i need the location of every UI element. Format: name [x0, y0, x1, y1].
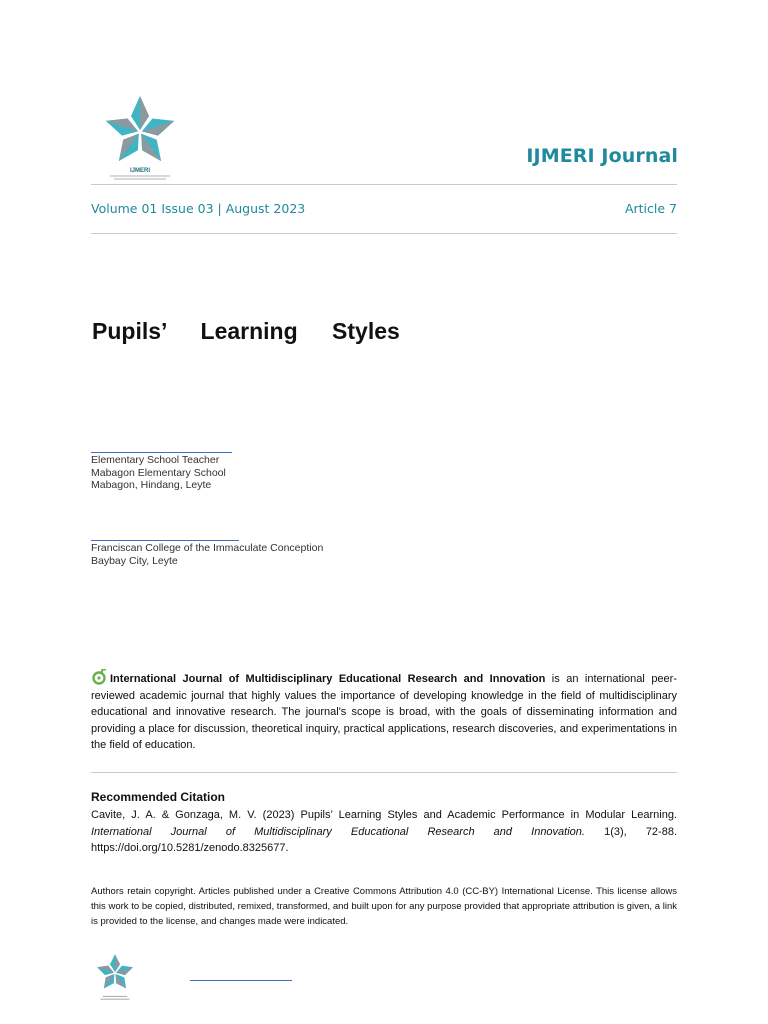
citation-divider: [91, 772, 677, 773]
license-statement: Authors retain copyright. Articles published under a Creative Commons Attribution 4.0 (CC-BY) International License. This license allows this work to be copied, distributed, remixed, transformed, and built upon for any purpose provided that appropriate attribution is given, a link is provided to the license, and changes made were indicated.: [91, 886, 677, 927]
journal-description: [91, 669, 677, 754]
citation-heading: Recommended Citation: [91, 790, 226, 804]
journal-description-text: is an international peer-reviewed academic journal that highly values the importance of developing knowledge in the field of multidisciplinary educational and innovative research. The journal's scope is broad, with the goals of disseminating information and providing a place for discussion, theoretical inquiry, practical applications, research discoveries, and experimentations in the field of education.: [91, 673, 677, 751]
citation-journal: International Journal of Multidisciplinary Educational Research and Innovation.: [91, 825, 585, 838]
citation-volume-doi[interactable]: 1(3), 72-88. https://doi.org/10.5281/zenodo.8325677.: [91, 825, 678, 854]
subheader-divider: [91, 233, 677, 234]
affiliation-line: Mabagon Elementary School: [91, 466, 226, 479]
affiliation-line: Mabagon, Hindang, Leyte: [91, 479, 212, 491]
author2-affiliation: [91, 542, 323, 567]
citation-authors: Cavite, J. A. & Gonzaga, M. V. (2023) Pupils’ Learning Styles and Academic Performance in Modular Learning.: [91, 809, 677, 821]
ijmeri-logo: [100, 92, 180, 182]
volume-issue: Volume 01 Issue 03 | August 2023: [91, 201, 306, 216]
open-access-icon: [91, 669, 107, 685]
citation-text: [91, 807, 677, 857]
affiliation-line: Franciscan College of the Immaculate Conception: [91, 542, 324, 554]
author2-link-line[interactable]: [91, 540, 239, 541]
logo-petal-1: [131, 96, 149, 130]
affiliation-line: Elementary School Teacher: [91, 454, 220, 466]
author1-affiliation: [91, 454, 226, 492]
article-number: Article 7: [624, 201, 677, 216]
article-title: Pupils’ Learning Styles: [92, 318, 400, 344]
header-divider: [91, 184, 677, 185]
footer-link-line[interactable]: [190, 980, 292, 981]
affiliation-line: Baybay City, Leyte: [91, 554, 178, 567]
ijmeri-logo-small: [92, 952, 138, 1002]
author1-link-line[interactable]: [91, 452, 232, 453]
logo-label: IJMERI: [129, 168, 151, 174]
journal-name: IJMERI Journal: [526, 145, 678, 167]
journal-full-name: International Journal of Multidisciplinary Educational Research and Innovation: [110, 673, 546, 685]
